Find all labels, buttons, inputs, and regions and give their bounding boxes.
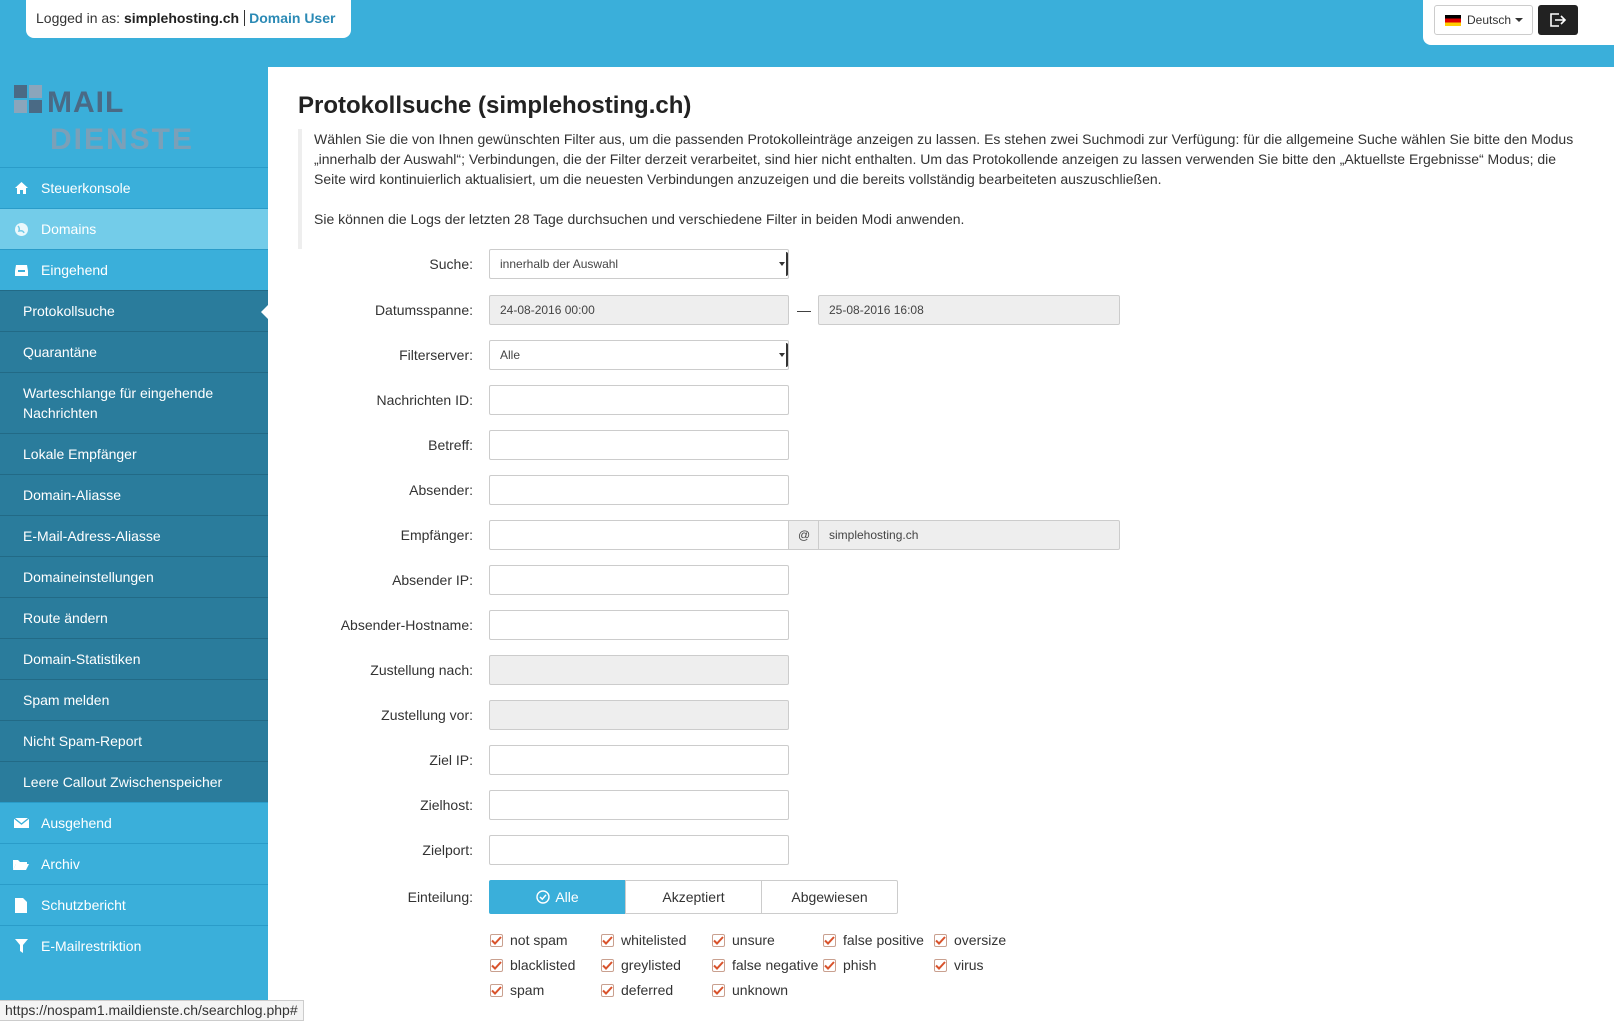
- logout-icon: [1549, 12, 1567, 28]
- sidebar-item-spam-melden[interactable]: [0, 679, 268, 720]
- sidebar-item-schutzbericht[interactable]: [0, 884, 268, 925]
- filter-icon: [13, 938, 29, 954]
- sidebar-item-warteschlange[interactable]: [0, 372, 268, 433]
- language-label: Deutsch: [1467, 13, 1512, 27]
- login-prefix: Logged in as:: [36, 10, 121, 26]
- check-circle-icon: [536, 890, 550, 904]
- sidebar-item-steuerkonsole[interactable]: [0, 167, 268, 208]
- sidebar: [0, 67, 268, 1019]
- globe-icon: [13, 221, 29, 237]
- svg-text:MAIL: MAIL: [47, 86, 125, 119]
- sidebar-item-email-adress-aliasse[interactable]: [0, 515, 268, 556]
- main-content: [268, 67, 1614, 1019]
- chevron-down-icon: [1515, 18, 1523, 22]
- sidebar-item-label: Domain-Aliasse: [23, 487, 122, 503]
- status-label: oversize: [954, 932, 1007, 948]
- language-dropdown[interactable]: [1434, 5, 1533, 35]
- sender-ip-label: Absender IP:: [392, 572, 473, 588]
- date-to-field[interactable]: [818, 295, 1120, 325]
- sidebar-item-label: Eingehend: [41, 262, 108, 278]
- sidebar-item-label: Leere Callout Zwischenspeicher: [23, 774, 223, 790]
- dest-port-label: Zielport:: [422, 842, 473, 858]
- sidebar-item-callout-cache[interactable]: [0, 761, 268, 802]
- sidebar-nav: [0, 167, 268, 966]
- status-checkbox[interactable]: [712, 980, 788, 1000]
- checkbox-checked-icon: [490, 984, 503, 997]
- delivered-before-input[interactable]: [489, 700, 789, 730]
- sidebar-item-eingehend[interactable]: [0, 249, 268, 290]
- sidebar-item-quarantaene[interactable]: [0, 331, 268, 372]
- at-addon: [788, 520, 819, 550]
- sidebar-item-label: Quarantäne: [23, 344, 97, 360]
- chevron-down-icon: [779, 262, 785, 266]
- dest-ip-label: Ziel IP:: [429, 752, 473, 768]
- dest-host-input[interactable]: [489, 790, 789, 820]
- status-label: false positive: [843, 932, 924, 948]
- sidebar-item-label: Ausgehend: [41, 815, 112, 831]
- sidebar-item-emailrestriktion[interactable]: [0, 925, 268, 966]
- sidebar-item-label: Archiv: [41, 856, 80, 872]
- dest-port-input[interactable]: [489, 835, 789, 865]
- delivered-after-label: Zustellung nach:: [370, 662, 473, 678]
- user-role-link[interactable]: Domain User: [249, 10, 336, 26]
- status-checkbox[interactable]: [934, 955, 984, 975]
- recipient-input[interactable]: [489, 520, 789, 550]
- status-checkbox[interactable]: [490, 980, 544, 1000]
- classification-label: Einteilung:: [407, 889, 473, 905]
- de-flag-icon: [1445, 15, 1461, 26]
- recipient-domain-value: simplehosting.ch: [829, 528, 919, 542]
- sidebar-item-ausgehend[interactable]: [0, 802, 268, 843]
- sender-hostname-input[interactable]: [489, 610, 789, 640]
- classification-accepted-button[interactable]: [625, 880, 762, 914]
- envelope-icon: [13, 815, 29, 831]
- status-checkbox[interactable]: [601, 955, 681, 975]
- subject-input[interactable]: [489, 430, 789, 460]
- status-label: whitelisted: [621, 932, 687, 948]
- sidebar-item-domaineinstellungen[interactable]: [0, 556, 268, 597]
- status-label: virus: [954, 957, 984, 973]
- range-dash: —: [797, 302, 811, 318]
- intro-paragraph: Wählen Sie die von Ihnen gewünschten Filter aus, um die passenden Protokolleinträge anzeigen zu lassen. Es stehen zwei Suchmodi zur Verfügung: für die allgemeine Suche wählen Sie bitte den Modus „innerhalb der Auswahl“; Verbindungen, die der Filter derzeit verarbeitet, sind hier nicht enthalten. Um das Protokollende anzeigen zu lassen verwenden Sie bitte den „Aktuellste Ergebnisse“ Modus; die Seite wird kontinuierlich aktualisiert, um die neuesten Verbindungen anzuzeigen und die bereits vollständig bearbeiteten auszuschließen.: [314, 131, 1574, 187]
- sidebar-item-domains[interactable]: [0, 208, 268, 249]
- sender-input[interactable]: [489, 475, 789, 505]
- status-label: unsure: [732, 932, 775, 948]
- message-id-input[interactable]: [489, 385, 789, 415]
- classification-all-button[interactable]: [489, 880, 626, 914]
- sidebar-item-label: Lokale Empfänger: [23, 446, 137, 462]
- sidebar-item-label: E-Mail-Adress-Aliasse: [23, 528, 161, 544]
- classification-rejected-button[interactable]: [761, 880, 898, 914]
- logo-graphic: [14, 85, 254, 155]
- top-actions: [1423, 0, 1614, 45]
- svg-text:DIENSTE: DIENSTE: [50, 123, 195, 155]
- search-mode-label: Suche:: [429, 256, 473, 272]
- search-mode-select[interactable]: [489, 249, 789, 279]
- message-id-label: Nachrichten ID:: [376, 392, 473, 408]
- status-label: blacklisted: [510, 957, 576, 973]
- status-checkbox[interactable]: [823, 955, 876, 975]
- checkbox-checked-icon: [601, 934, 614, 947]
- status-checkbox[interactable]: [490, 930, 568, 950]
- sidebar-item-label: Spam melden: [23, 692, 110, 708]
- sidebar-item-domain-statistiken[interactable]: [0, 638, 268, 679]
- checkbox-checked-icon: [712, 984, 725, 997]
- sender-label: Absender:: [409, 482, 473, 498]
- sidebar-item-label: Steuerkonsole: [41, 180, 131, 196]
- sidebar-item-domain-aliasse[interactable]: [0, 474, 268, 515]
- date-from-field[interactable]: [489, 295, 789, 325]
- top-bar: [0, 0, 1614, 67]
- intro-text: [298, 129, 1588, 249]
- classification-all-label: Alle: [555, 889, 579, 905]
- status-checkbox[interactable]: [601, 980, 673, 1000]
- date-to-value: 25-08-2016 16:08: [829, 303, 924, 317]
- sidebar-item-label: Warteschlange für eingehende Nachrichten: [23, 385, 214, 421]
- sidebar-item-label: E-Mailrestriktion: [41, 938, 142, 954]
- status-checkbox[interactable]: [712, 955, 818, 975]
- status-checkbox[interactable]: [490, 955, 575, 975]
- dest-ip-input[interactable]: [489, 745, 789, 775]
- checkbox-checked-icon: [823, 934, 836, 947]
- inbox-icon: [13, 262, 29, 278]
- checkbox-checked-icon: [601, 959, 614, 972]
- checkbox-checked-icon: [601, 984, 614, 997]
- login-info: [26, 0, 351, 38]
- sidebar-item-label: Domain-Statistiken: [23, 651, 141, 667]
- checkbox-checked-icon: [712, 934, 725, 947]
- divider: [244, 10, 245, 26]
- filter-server-value: Alle: [500, 348, 521, 362]
- status-label: false negative: [732, 957, 819, 973]
- at-sign: @: [798, 528, 811, 542]
- classification-accepted-label: Akzeptiert: [662, 889, 725, 905]
- dest-host-label: Zielhost:: [420, 797, 473, 813]
- filter-server-select[interactable]: [489, 340, 789, 370]
- subject-label: Betreff:: [428, 437, 473, 453]
- sidebar-item-label: Protokollsuche: [23, 303, 115, 319]
- recipient-domain-field: [818, 520, 1120, 550]
- checkbox-checked-icon: [823, 959, 836, 972]
- status-label: phish: [843, 957, 877, 973]
- login-domain: simplehosting.ch: [123, 10, 240, 26]
- sender-ip-input[interactable]: [489, 565, 789, 595]
- sidebar-item-lokale-empfaenger[interactable]: [0, 433, 268, 474]
- status-checkbox[interactable]: [601, 930, 686, 950]
- status-label: greylisted: [621, 957, 681, 973]
- checkbox-checked-icon: [490, 934, 503, 947]
- status-checkbox[interactable]: [934, 930, 1006, 950]
- intro-paragraph: Sie können die Logs der letzten 28 Tage durchsuchen und verschiedene Filter in beiden Modi anwenden.: [314, 211, 965, 227]
- date-range-label: Datumsspanne:: [374, 302, 473, 318]
- browser-status-bar: https://nospam1.maildienste.ch/searchlog.php#: [0, 1000, 304, 1021]
- logo: [14, 85, 254, 155]
- home-icon: [13, 180, 29, 196]
- checkbox-checked-icon: [934, 959, 947, 972]
- status-label: not spam: [510, 932, 568, 948]
- status-checkbox[interactable]: [712, 930, 775, 950]
- filter-server-label: Filterserver:: [399, 347, 473, 363]
- sender-hostname-label: Absender-Hostname:: [340, 617, 473, 633]
- sidebar-item-nicht-spam-report[interactable]: [0, 720, 268, 761]
- classification-rejected-label: Abgewiesen: [791, 889, 868, 905]
- sidebar-item-label: Domains: [41, 221, 97, 237]
- sidebar-item-archiv[interactable]: [0, 843, 268, 884]
- status-checkbox[interactable]: [823, 930, 924, 950]
- search-mode-value: innerhalb der Auswahl: [500, 257, 619, 271]
- checkbox-checked-icon: [490, 959, 503, 972]
- checkbox-checked-icon: [712, 959, 725, 972]
- sidebar-item-route-aendern[interactable]: [0, 597, 268, 638]
- sidebar-item-label: Nicht Spam-Report: [23, 733, 143, 749]
- delivered-before-label: Zustellung vor:: [381, 707, 473, 723]
- delivered-after-input[interactable]: [489, 655, 789, 685]
- sidebar-item-label: Route ändern: [23, 610, 108, 626]
- file-icon: [13, 897, 29, 913]
- status-label: deferred: [621, 982, 674, 998]
- folder-icon: [13, 856, 29, 872]
- status-label: unknown: [732, 982, 789, 998]
- date-from-value: 24-08-2016 00:00: [500, 303, 595, 317]
- checkbox-checked-icon: [934, 934, 947, 947]
- sidebar-item-label: Domaineinstellungen: [23, 569, 154, 585]
- status-label: spam: [510, 982, 545, 998]
- sidebar-item-label: Schutzbericht: [41, 897, 126, 913]
- logout-button[interactable]: [1538, 5, 1578, 35]
- page-title: Protokollsuche (simplehosting.ch): [298, 92, 692, 119]
- sidebar-item-protokollsuche[interactable]: [0, 290, 268, 331]
- chevron-down-icon: [779, 353, 785, 357]
- recipient-label: Empfänger:: [400, 527, 473, 543]
